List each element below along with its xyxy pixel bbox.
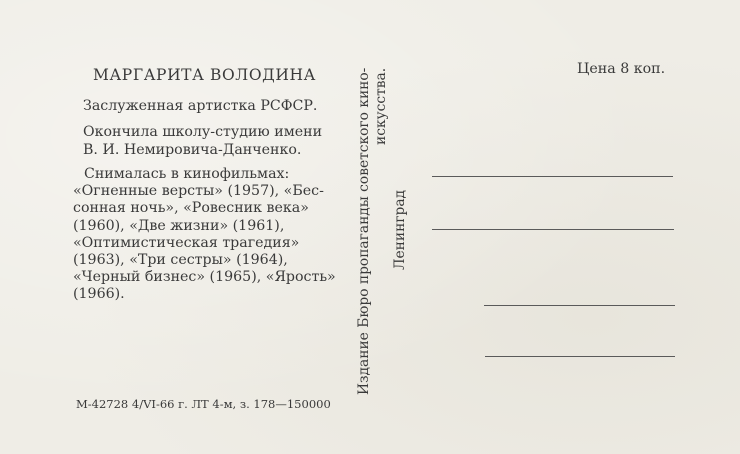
education-text — [83, 124, 322, 159]
filmography-line: (1963), «Три сестры» (1964), — [73, 252, 288, 269]
filmography-line: «Черный бизнес» (1965), «Ярость» — [73, 269, 336, 286]
city-imprint: Ленинград — [392, 190, 408, 271]
publisher-imprint — [356, 68, 390, 404]
filmography-line: (1960), «Две жизни» (1961), — [73, 217, 285, 234]
address-line — [432, 176, 673, 177]
honorary-title: Заслуженная артистка РСФСР. — [83, 98, 318, 114]
address-line — [432, 229, 674, 230]
filmography-line: (1966). — [73, 286, 125, 303]
address-line — [484, 305, 675, 306]
education-line: Окончила школу-студию имени — [83, 124, 323, 140]
filmography-line: сонная ночь», «Ровесник века» — [73, 200, 309, 217]
actress-name: МАРГАРИТА ВОЛОДИНА — [93, 66, 316, 84]
publisher-line: Издание Бюро пропаганды советского кино- — [356, 68, 372, 396]
filmography-line: «Оптимистическая трагедия» — [73, 234, 300, 251]
filmography-text — [73, 166, 336, 304]
education-line: В. И. Немировича-Данченко. — [83, 141, 302, 158]
address-line — [485, 356, 675, 357]
filmography-heading: Снималась в кинофильмах: — [84, 166, 290, 182]
print-code: М-42728 4/VI-66 г. ЛТ 4-м, з. 178—150000 — [76, 397, 331, 411]
price-label: Цена 8 коп. — [577, 61, 666, 77]
publisher-line: искусства. — [373, 68, 389, 146]
filmography-line: «Огненные версты» (1957), «Бес- — [73, 183, 324, 200]
